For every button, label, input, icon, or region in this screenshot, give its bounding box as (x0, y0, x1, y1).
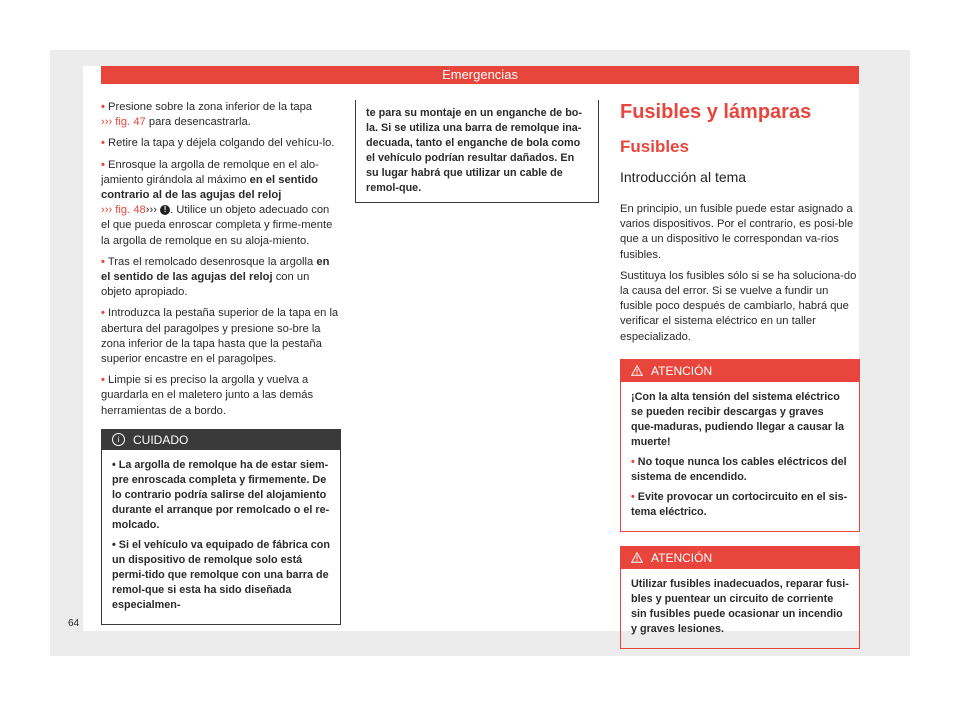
step-4: • Tras el remolcado desenrosque la argolla en el sentido de las agujas del reloj con un objeto apropiado. (101, 255, 330, 299)
step-1: • Presione sobre la zona inferior de la tapa ››› fig. 47 para desencastrarla. (101, 101, 313, 129)
caution-box-continued: te para su montaje en un enganche de bo-la. Si se utiliza una barra de remolque ina-decuada, tanto el enganche de bola como el vehículo podrían resultar dañados. En su lugar habrá que utilizar un cable de remol-que. (355, 100, 599, 203)
bullet-icon: • (112, 538, 116, 551)
intro-paragraph-2: Sustituya los fusibles sólo si se ha soluciona-do la causa del error. Si se vuelve a fundir un fusible poco después de cambiarlo, habrá que verificar el sistema eléctrico en un taller especializado. (620, 269, 857, 343)
warning-triangle-icon (631, 552, 643, 563)
figure-link[interactable]: ››› fig. 48 (101, 204, 146, 217)
warning-header-1 (621, 360, 859, 382)
step-2: • Retire la tapa y déjela colgando del vehícu-lo. (101, 137, 335, 150)
warning-title-2: ATENCIÓN (651, 550, 713, 565)
section-header: Emergencias (101, 66, 859, 84)
caution-body: • La argolla de remolque ha de estar siem-pre enroscada completa y firmemente. De lo contrario podría salirse del alojamiento durante el arranque por remolcado o el re-molcado. • Si el vehículo va equipado de fábrica con un dispositivo de remolque solo está permi-tido que remolque con una barra de remol-que si esta ha sido diseñada especialmen- (112, 458, 330, 611)
section-title: Fusibles (620, 137, 689, 156)
bullet-icon: • (631, 455, 635, 468)
warning-box-1 (620, 359, 860, 532)
chapter-title: Fusibles y lámparas (620, 101, 812, 123)
intro-paragraph-1: En principio, un fusible puede estar asignado a varios dispositivos. Por el contrario, es posi-ble que a un dispositivo le correspondan va-rios fusibles. (620, 203, 854, 261)
caution-title: CUIDADO (133, 432, 189, 447)
subsection-title: Introducción al tema (620, 169, 747, 185)
bullet-icon: • (101, 255, 105, 268)
warning-body-1: ¡Con la alta tensión del sistema eléctrico se pueden recibir descargas y graves que-maduras, pudiendo llegar a causar la muerte! • No toque nunca los cables eléctricos del sistema de encendido. • Evite provocar un cortocircuito en el sis-tema eléctrico. (631, 390, 848, 518)
step-3: • Enrosque la argolla de remolque en el alo-jamiento girándola al máximo en el sentido contrario al de las agujas del reloj ››› fig. 48››› ! . Utilice un objeto adecuado con el que pueda enroscar completa y firme-mente la argolla de remolque en su aloja-miento. (101, 158, 333, 247)
bullet-icon: • (101, 374, 105, 387)
caution-box (101, 429, 341, 625)
warning-title-1: ATENCIÓN (651, 363, 713, 378)
column-middle (355, 100, 599, 203)
step-5: • Introduzca la pestaña superior de la tapa en la abertura del paragolpes y presione so-bre la zona inferior de la tapa hasta que la pestaña superior encastre en el paragolpes. (101, 307, 339, 366)
bullet-icon: • (101, 137, 105, 150)
bullet-icon: • (112, 458, 116, 471)
bullet-icon: • (101, 158, 105, 171)
warning-box-2 (620, 546, 860, 649)
warning-circle-icon: ! (160, 205, 170, 215)
page-number: 64 (68, 618, 80, 629)
column-right (620, 100, 860, 649)
bullet-icon: • (631, 490, 635, 503)
caution-header (102, 430, 340, 450)
warning-header-2 (621, 547, 859, 569)
step-6: • Limpie si es preciso la argolla y vuelva a guardarla en el maletero junto a las demás herramientas de a bordo. (101, 374, 314, 417)
bullet-icon: • (101, 101, 105, 113)
warning-triangle-icon (631, 365, 643, 376)
warning-body-2: Utilizar fusibles inadecuados, reparar fusi-bles y puentear un circuito de corriente sin fusibles puede ocasionar un incendio y graves lesiones. (631, 577, 849, 635)
bullet-icon: • (101, 307, 105, 320)
info-icon: i (112, 433, 125, 446)
column-left (101, 100, 341, 625)
figure-link[interactable]: ››› fig. 47 (101, 116, 146, 129)
